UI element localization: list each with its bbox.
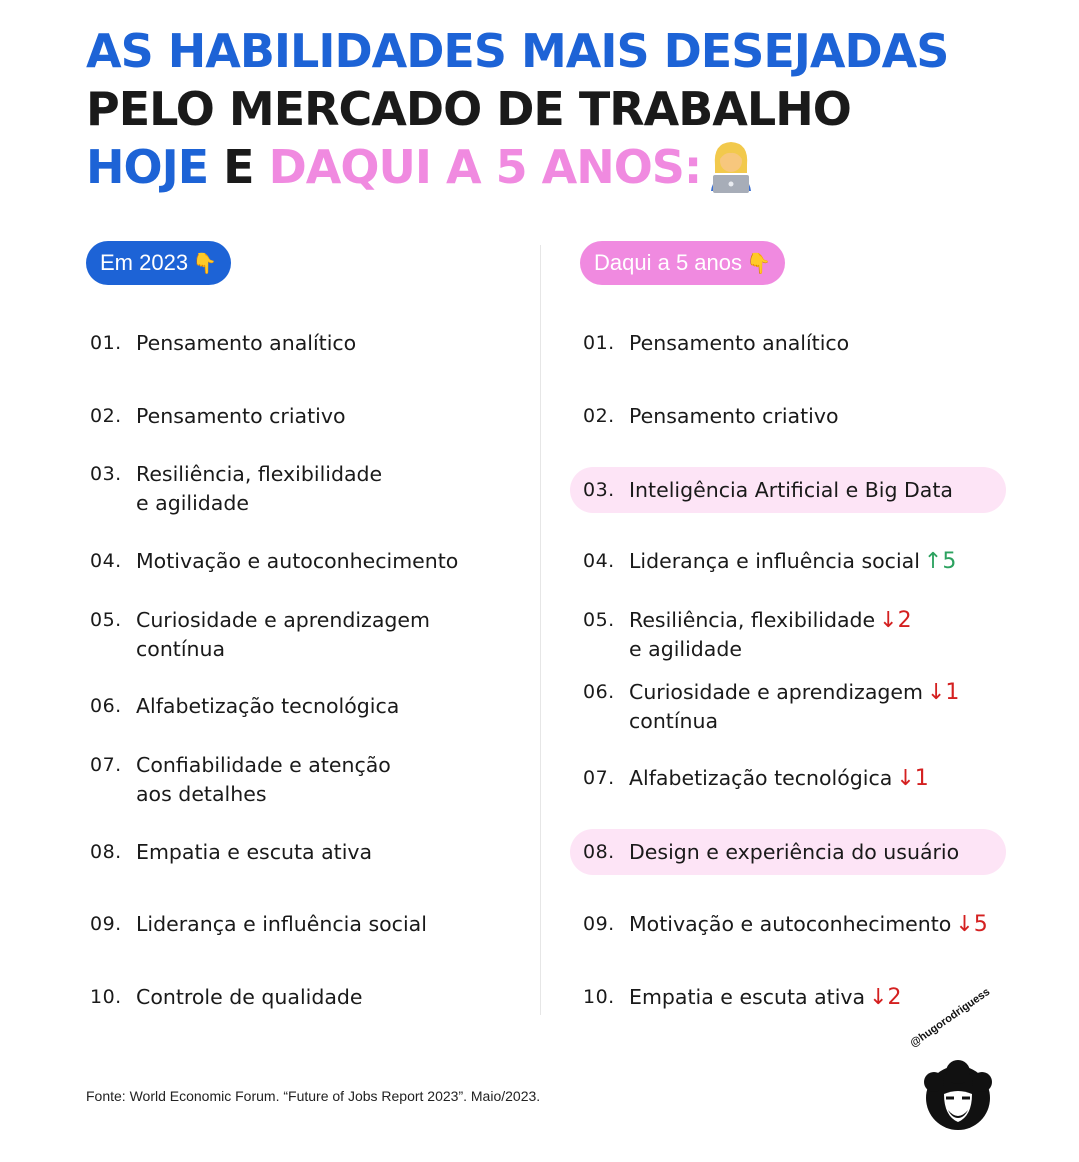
item-text: Inteligência Artificial e Big Data: [629, 478, 953, 502]
list-item: [583, 678, 959, 736]
item-text: Confiabilidade e atenção: [136, 753, 391, 777]
rank-change-down: ↓1: [926, 680, 960, 705]
list-item: [583, 606, 912, 664]
list-item-highlighted: [583, 838, 959, 867]
item-text: Alfabetização tecnológica: [629, 766, 893, 790]
title-line-2: PELO MERCADO DE TRABALHO: [86, 82, 851, 136]
pill-label: Daqui a 5 anos: [594, 250, 742, 275]
title-e: E: [208, 140, 269, 194]
woman-technologist-icon: [705, 137, 757, 193]
item-number: 09.: [583, 913, 615, 935]
item-number: 04.: [90, 550, 122, 572]
item-text: Liderança e influência social: [629, 549, 920, 573]
title-daqui: DAQUI A 5 ANOS:: [268, 140, 702, 194]
item-number: 05.: [90, 609, 122, 631]
item-number: 01.: [90, 332, 122, 354]
list-item: [583, 983, 902, 1012]
item-text: Empatia e escuta ativa: [136, 840, 373, 864]
list-item: [90, 910, 427, 939]
column-divider: [540, 245, 541, 1015]
list-item: [90, 606, 430, 664]
list-item: [90, 547, 458, 576]
item-text: Pensamento criativo: [136, 404, 346, 428]
item-text: Curiosidade e aprendizagem: [629, 680, 923, 704]
item-number: 02.: [90, 405, 122, 427]
item-text: Resiliência, flexibilidade: [629, 608, 876, 632]
item-text: Motivação e autoconhecimento: [629, 912, 952, 936]
author-avatar-icon: [918, 1060, 998, 1140]
item-text-line-2: e agilidade: [136, 491, 249, 515]
item-text-line-2: e agilidade: [629, 637, 742, 661]
item-number: 03.: [583, 479, 615, 501]
item-number: 07.: [90, 754, 122, 776]
list-item: [90, 692, 399, 721]
pill-label: Em 2023: [100, 250, 189, 275]
item-text: Resiliência, flexibilidade: [136, 462, 383, 486]
title-hoje: HOJE: [86, 140, 209, 194]
item-text: Pensamento analítico: [629, 331, 850, 355]
author-handle: @hugorodriguess: [908, 985, 993, 1050]
list-item: [583, 764, 929, 793]
item-text-line-2: contínua: [629, 709, 719, 733]
item-text: Pensamento analítico: [136, 331, 357, 355]
rank-change-down: ↓2: [869, 985, 902, 1010]
list-item-highlighted: [583, 476, 953, 505]
pill-em-2023: [86, 241, 231, 285]
item-text: Design e experiência do usuário: [629, 840, 960, 864]
list-item: [90, 838, 372, 867]
pointing-down-hand-icon: 👇: [192, 253, 217, 275]
item-number: 02.: [583, 405, 615, 427]
item-text: Alfabetização tecnológica: [136, 694, 400, 718]
item-number: 05.: [583, 609, 615, 631]
pill-daqui-a-5-anos: [580, 241, 785, 285]
rank-change-down: ↓5: [955, 912, 988, 937]
item-text-row: [583, 547, 956, 576]
item-text: Motivação e autoconhecimento: [136, 549, 459, 573]
rank-change-up: ↑5: [923, 549, 957, 574]
list-item: [583, 910, 988, 939]
list-item: [583, 329, 849, 358]
item-number: 10.: [583, 986, 615, 1008]
item-number: 06.: [583, 681, 615, 703]
item-text-row: [583, 606, 912, 635]
item-number: 06.: [90, 695, 122, 717]
item-text: Empatia e escuta ativa: [629, 985, 866, 1009]
item-text-row: [583, 678, 959, 707]
item-number: 07.: [583, 767, 615, 789]
list-item: [90, 751, 391, 809]
list-item: [583, 402, 839, 431]
item-text: Pensamento criativo: [629, 404, 839, 428]
title-line-3: [86, 138, 948, 199]
item-text: Controle de qualidade: [136, 985, 363, 1009]
item-number: 10.: [90, 986, 122, 1008]
item-number: 08.: [90, 841, 122, 863]
item-number: 09.: [90, 913, 122, 935]
item-text-row: [583, 910, 988, 939]
list-item: [90, 983, 363, 1012]
item-number: 04.: [583, 550, 615, 572]
source-footnote: Fonte: World Economic Forum. “Future of Jobs Report 2023”. Maio/2023.: [86, 1088, 541, 1104]
title-line-1: AS HABILIDADES MAIS DESEJADAS: [86, 24, 949, 78]
rank-change-down: ↓1: [896, 766, 929, 791]
item-text-line-2: aos detalhes: [136, 782, 267, 806]
page-title: [86, 22, 948, 199]
item-text-row: [583, 764, 929, 793]
list-item: [90, 402, 346, 431]
pointing-down-hand-icon: 👇: [746, 253, 771, 275]
list-item: [90, 329, 356, 358]
item-text-line-2: contínua: [136, 637, 226, 661]
item-number: 08.: [583, 841, 615, 863]
item-text: Curiosidade e aprendizagem: [136, 608, 430, 632]
list-item: [90, 460, 382, 518]
rank-change-down: ↓2: [879, 608, 912, 633]
item-text-row: [583, 983, 902, 1012]
item-number: 03.: [90, 463, 122, 485]
item-number: 01.: [583, 332, 615, 354]
item-text: Liderança e influência social: [136, 912, 427, 936]
list-item: [583, 547, 956, 576]
